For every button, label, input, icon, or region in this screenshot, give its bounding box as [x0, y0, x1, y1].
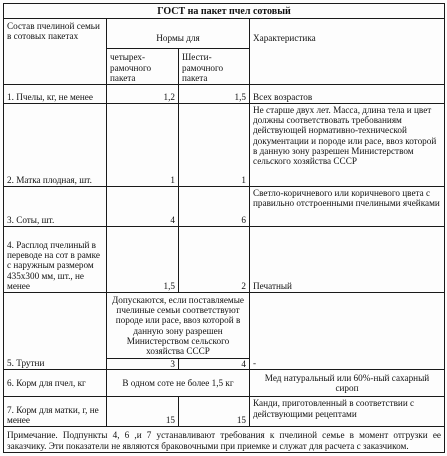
header-row — [4, 19, 445, 49]
table-row — [4, 104, 445, 187]
row-description: Не старше двух лет. Масса, длина тела и цвет должны соответствовать требованиям действующей нормативно-технической документации и породе или расе, ввоз которой в данную зону разрешен Министерством сельского хозяйства СССР — [250, 104, 445, 187]
row-value-four: 1,2 — [107, 85, 179, 104]
row-name: 6. Корм для пчел, кг — [4, 370, 107, 397]
table-note: Примечание. Подпункты 4, 6 ,и 7 устанавливают требования к пчелиной семье в момент отгрузки ее заказчику. Эти показатели не являются браковочными при приемке и служат для расчета с заказчиком. — [4, 427, 445, 453]
table-title: ГОСТ на пакет пчел сотовый — [4, 4, 445, 19]
gost-table — [3, 3, 445, 453]
row-name: 5. Трутни — [4, 293, 107, 370]
row-value-six: 6 — [179, 187, 250, 227]
row-description: Печатный — [250, 227, 445, 293]
table-row — [4, 397, 445, 427]
row-description: Светло-коричневого или коричневого цвета с правильно отстроенными пчелиными ячейками — [250, 187, 445, 227]
table-row — [4, 370, 445, 397]
row-merged-cell — [107, 293, 250, 370]
row-value-four: 1,5 — [107, 227, 179, 293]
row-description: Канди, приготовленный в соответствии с действующими рецептами — [250, 397, 445, 427]
title-row — [4, 4, 445, 19]
row-description: Всех возрастов — [250, 85, 445, 104]
row-name: 7. Корм для матки, г, не менее — [4, 397, 107, 427]
row-value-six: 1 — [179, 104, 250, 187]
row-name: 2. Матка плодная, шт. — [4, 104, 107, 187]
row-value-six: 1,5 — [179, 85, 250, 104]
row-merged-values — [107, 358, 249, 369]
header-characteristics: Характеристика — [250, 19, 445, 85]
table-row — [4, 85, 445, 104]
header-norms: Нормы для — [107, 19, 250, 49]
header-six-frame: Шести-рамочного пакета — [179, 49, 250, 85]
row-description: - — [250, 293, 445, 370]
table-row — [4, 187, 445, 227]
row-description: Мед натуральный или 60%-ный сахарный сироп — [250, 370, 445, 397]
row-merged-text: Допускаются, если поставляемые пчелиные семьи соответствуют породе или расе, ввоз которой в данную зону разрешен Министерством сельского хозяйства СССР — [112, 295, 244, 357]
row-name: 1. Пчелы, кг, не менее — [4, 85, 107, 104]
row-value-four: 4 — [107, 187, 179, 227]
header-composition: Состав пчелиной семьи в сотовых пакетах — [4, 19, 107, 85]
row-merged-text: В одном соте не более 1,5 кг — [107, 370, 250, 397]
row-value-four: 1 — [107, 104, 179, 187]
row-value-four: 15 — [107, 397, 179, 427]
row-value-six: 4 — [241, 359, 246, 370]
row-name: 4. Расплод пчелиный в переводе на сот в рамке с наружным размером 435х300 мм, шт., не менее — [4, 227, 107, 293]
note-row — [4, 427, 445, 453]
row-value-six: 2 — [179, 227, 250, 293]
header-four-frame: четырех-рамочного пакета — [107, 49, 179, 85]
table-row — [4, 227, 445, 293]
row-name: 3. Соты, шт. — [4, 187, 107, 227]
table-row — [4, 293, 445, 370]
row-value-six: 15 — [179, 397, 250, 427]
row-value-four: 3 — [107, 359, 179, 369]
